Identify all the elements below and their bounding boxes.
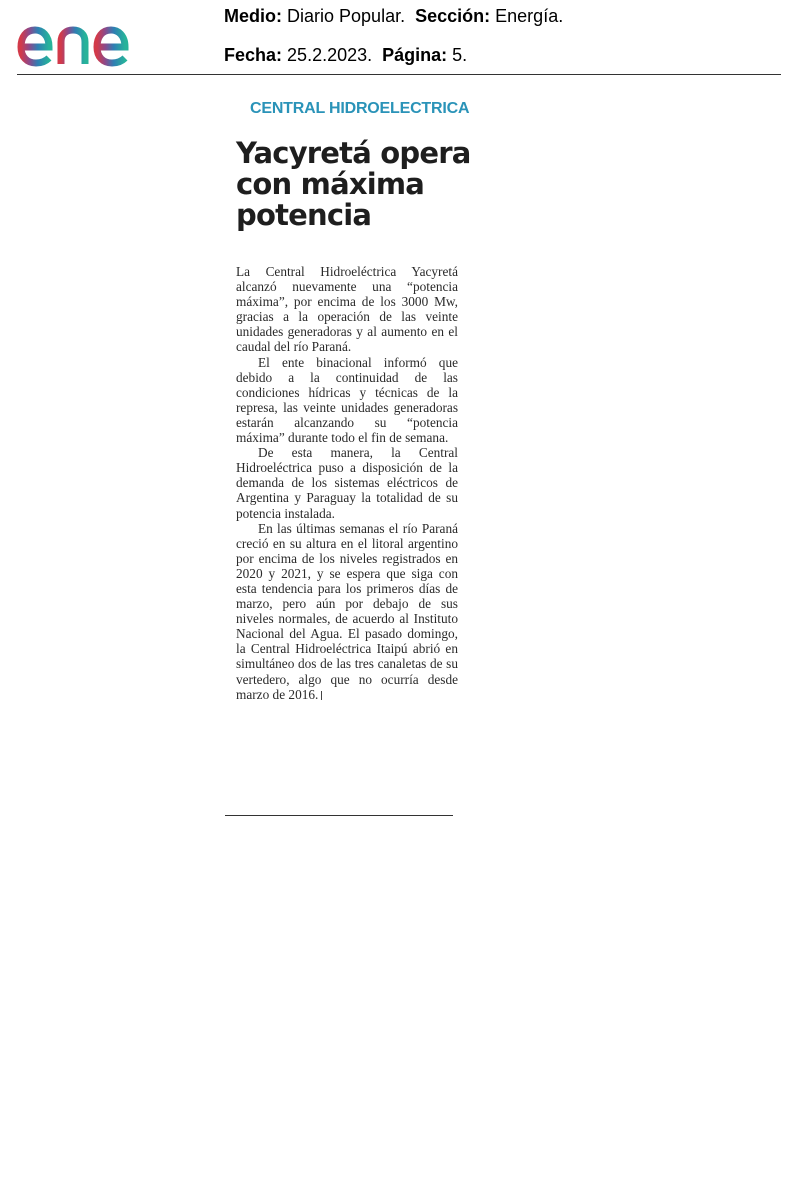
medio-label: Medio: [224, 6, 282, 26]
medio-value: Diario Popular. [287, 6, 406, 26]
article-end-divider [225, 815, 453, 816]
enel-logo [16, 14, 172, 72]
article-body [236, 264, 458, 702]
article-paragraph: El ente binacional informó que debido a la continuidad de las condiciones hídricas y técnicas de la represa, las veinte unidades generadoras estarán alcanzando su “potencia máxima” durante todo el fin de semana. [236, 354, 458, 446]
article-paragraph: De esta manera, la Central Hidroeléctrica puso a disposición de la demanda de los sistemas eléctricos de Argentina y Paraguay la totalidad de su potencia instalada. [236, 445, 458, 521]
article-paragraph-text: En las últimas semanas el río Paraná creció en su altura en el litoral argentino por encima de los niveles registrados en 2020 y 2021, y se espera que siga con esta tendencia para los primeros días de marzo, pero aún por debajo de sus niveles normales, de acuerdo al Instituto Nacional del Agua. El pasado domingo, la Central Hidroeléctrica Itaipú abrió en simultáneo dos de las tres canaletas de su vertedero, algo que no ocurría desde marzo de 2016. [236, 520, 458, 702]
article-paragraph [236, 521, 458, 702]
pagina-label: Página: [382, 45, 448, 65]
article-paragraph: La Central Hidroeléctrica Yacyretá alcanzó nuevamente una “potencia máxima”, por encima de los 3000 Mw, gracias a la operación de las veinte unidades generadoras y al aumento en el caudal del río Paraná. [236, 264, 458, 355]
pagina-value: 5. [452, 45, 468, 65]
article-headline: Yacyretá opera con máxima potencia [236, 136, 471, 232]
meta-line-fecha [224, 45, 467, 66]
end-of-article-mark [321, 691, 322, 700]
seccion-value: Energía. [495, 6, 564, 26]
header-divider [17, 74, 781, 75]
article-kicker: CENTRAL HIDROELECTRICA [250, 100, 470, 117]
seccion-label: Sección: [415, 6, 491, 26]
meta-line-medio [224, 6, 563, 27]
fecha-label: Fecha: [224, 45, 283, 65]
fecha-value: 25.2.2023. [287, 45, 373, 65]
